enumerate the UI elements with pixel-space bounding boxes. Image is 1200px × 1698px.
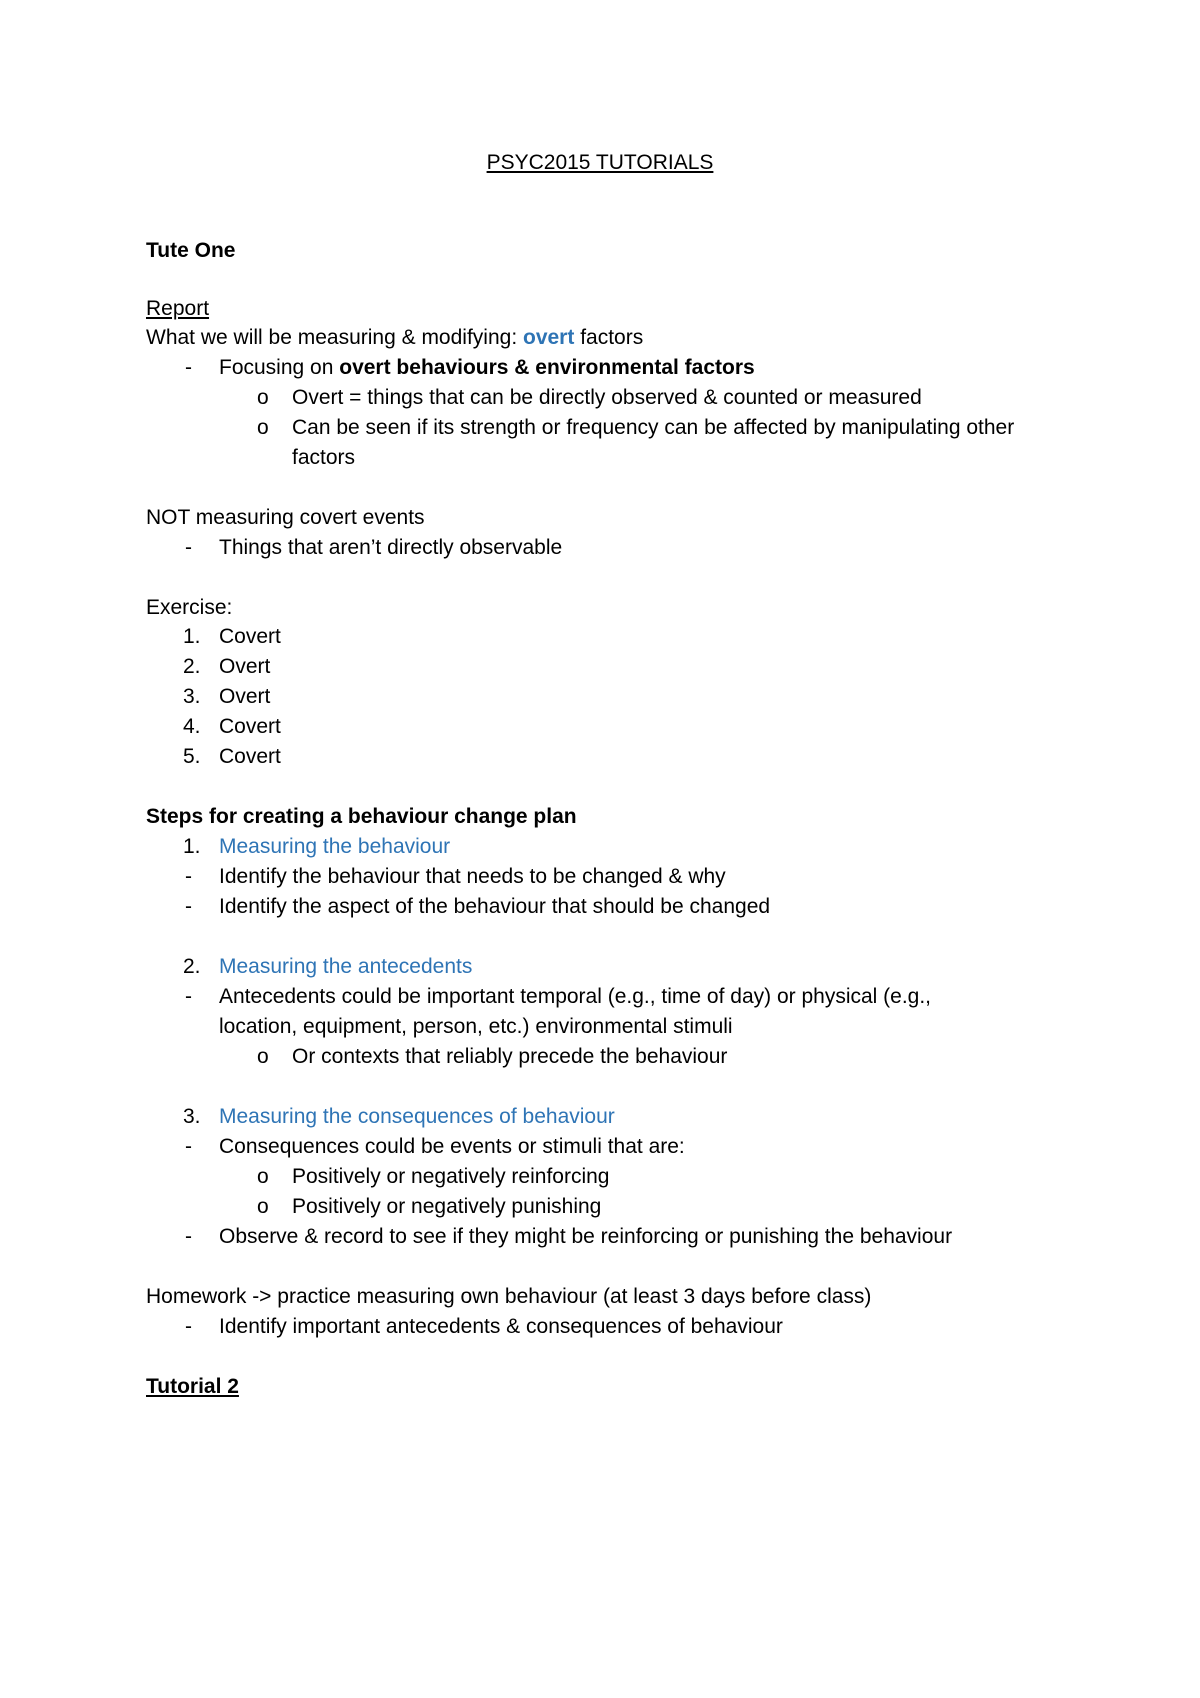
- step-3-title: Measuring the consequences of behaviour: [219, 1105, 615, 1128]
- seen-text-line1: Can be seen if its strength or frequency can be affected by manipulating other: [292, 416, 1015, 439]
- step-1-title: Measuring the behaviour: [219, 835, 451, 858]
- overt-definition: Overt = things that can be directly observed & counted or measured: [292, 386, 922, 409]
- step-3-bullet: Observe & record to see if they might be reinforcing or punishing the behaviour: [219, 1225, 953, 1248]
- exercise-number: 4.: [183, 715, 201, 738]
- intro-text: What we will be measuring & modifying:: [146, 326, 523, 349]
- dash-marker: -: [185, 985, 192, 1008]
- exercise-number: 5.: [183, 745, 201, 768]
- step-number: 3.: [183, 1105, 201, 1128]
- exercise-number: 2.: [183, 655, 201, 678]
- circle-marker: o: [257, 386, 269, 409]
- exercise-answer: Overt: [219, 655, 271, 678]
- intro-accent: overt: [523, 326, 575, 349]
- focus-text: Focusing on: [219, 356, 340, 379]
- exercise-answer: Covert: [219, 745, 281, 768]
- step-2-title: Measuring the antecedents: [219, 955, 473, 978]
- exercise-answer: Covert: [219, 625, 281, 648]
- dash-marker: -: [185, 1225, 192, 1248]
- report-heading: Report: [146, 297, 210, 320]
- not-observable-bullet: Things that aren’t directly observable: [219, 536, 563, 559]
- circle-marker: o: [257, 1195, 269, 1218]
- step-3-sub-bullet: Positively or negatively punishing: [292, 1195, 602, 1218]
- dash-marker: -: [185, 356, 192, 379]
- not-measuring-line: NOT measuring covert events: [146, 506, 425, 529]
- seen-text-line2: factors: [292, 446, 356, 469]
- step-2-bullet-line1: Antecedents could be important temporal (e.g., time of day) or physical (e.g.,: [219, 985, 932, 1008]
- circle-marker: o: [257, 1165, 269, 1188]
- dash-marker: -: [185, 1135, 192, 1158]
- focus-bullet: [219, 355, 755, 381]
- dash-marker: -: [185, 865, 192, 888]
- step-2-sub-bullet: Or contexts that reliably precede the behaviour: [292, 1045, 728, 1068]
- step-1-bullet: Identify the aspect of the behaviour that should be changed: [219, 895, 771, 918]
- step-3-bullet: Consequences could be events or stimuli that are:: [219, 1135, 685, 1158]
- exercise-label: Exercise:: [146, 596, 233, 619]
- tute-one-heading: Tute One: [146, 239, 236, 262]
- dash-marker: -: [185, 895, 192, 918]
- step-2-bullet-line2: location, equipment, person, etc.) environmental stimuli: [219, 1015, 733, 1038]
- intro-text-end: factors: [574, 326, 644, 349]
- dash-marker: -: [185, 1315, 192, 1338]
- document-title: PSYC2015 TUTORIALS: [486, 151, 714, 174]
- exercise-number: 1.: [183, 625, 201, 648]
- step-3-sub-bullet: Positively or negatively reinforcing: [292, 1165, 610, 1188]
- dash-marker: -: [185, 536, 192, 559]
- intro-line: [146, 325, 643, 351]
- step-1-bullet: Identify the behaviour that needs to be changed & why: [219, 865, 726, 888]
- steps-heading: Steps for creating a behaviour change plan: [146, 805, 577, 828]
- exercise-answer: Overt: [219, 685, 271, 708]
- circle-marker: o: [257, 416, 269, 439]
- homework-bullet: Identify important antecedents & consequences of behaviour: [219, 1315, 783, 1338]
- step-number: 1.: [183, 835, 201, 858]
- focus-bold-text: overt behaviours & environmental factors: [339, 356, 755, 379]
- tutorial-2-heading: Tutorial 2: [146, 1375, 239, 1398]
- exercise-answer: Covert: [219, 715, 281, 738]
- homework-line: Homework -> practice measuring own behaviour (at least 3 days before class): [146, 1285, 872, 1308]
- circle-marker: o: [257, 1045, 269, 1068]
- step-number: 2.: [183, 955, 201, 978]
- exercise-number: 3.: [183, 685, 201, 708]
